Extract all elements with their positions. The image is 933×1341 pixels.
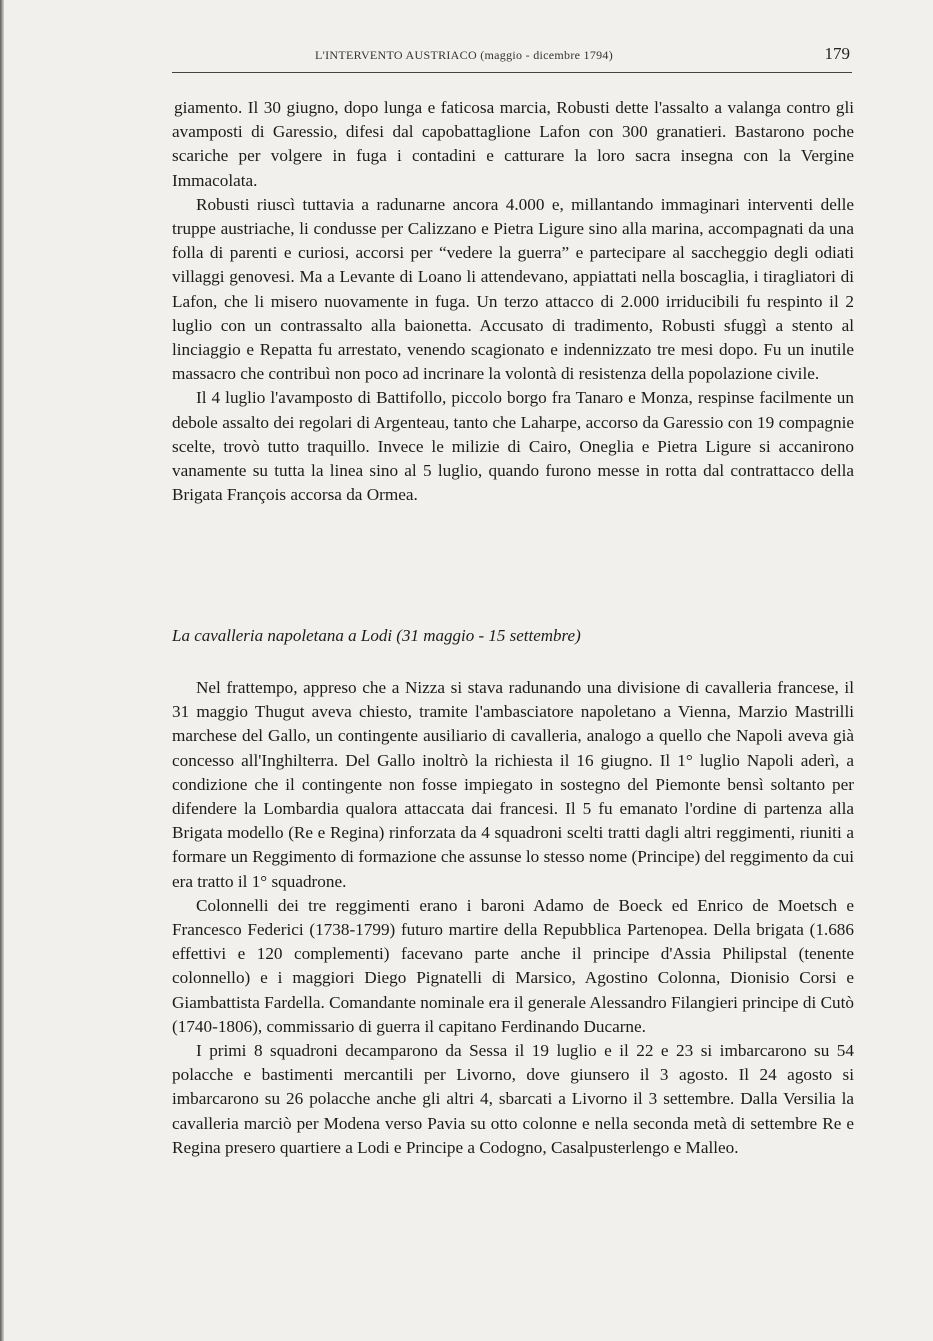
section-2-text [172, 676, 854, 1160]
page-edge [0, 0, 4, 1341]
page-header [172, 44, 852, 73]
section-1-text [172, 96, 854, 507]
running-title: L'INTERVENTO AUSTRIACO (maggio - dicembre 1794) [315, 48, 614, 62]
paragraph: Robusti riuscì tuttavia a radunarne ancora 4.000 e, millantando immaginari interventi delle truppe austriache, li condusse per Calizzano e Pietra Ligure sino alla marina, accompagnati da una folla di parenti e curiosi, accorsi per “vedere la guerra” e partecipare al saccheggio degli odiati villaggi genovesi. Ma a Levante di Loano li attendevano, appiattati nella boscaglia, i tiragliatori di Lafon, che li misero nuovamente in fuga. Un terzo attacco di 2.000 irriducibili fu respinto il 2 luglio con un contrassalto alla baionetta. Accusato di tradimento, Robusti sfuggì a stento al linciaggio e Repatta fu arrestato, venendo scagionato e indennizzato tre mesi dopo. Fu un inutile massacro che contribuì non poco ad incrinare la volontà di resistenza della popolazione civile. [172, 194, 854, 384]
section-heading: La cavalleria napoletana a Lodi (31 maggio - 15 settembre) [172, 626, 581, 645]
paragraph: Il 4 luglio l'avamposto di Battifollo, piccolo borgo fra Tanaro e Monza, respinse facilmente un debole assalto dei regolari di Argenteau, tanto che Laharpe, accorso da Garessio con 19 compagnie scelte, trovò tutto traquillo. Invece le milizie di Cairo, Oneglia e Pietra Ligure si accanirono vanamente su tutta la linea sino al 5 luglio, quando furono messe in rotta dal contrattacco della Brigata François accorsa da Ormea. [172, 388, 854, 505]
paragraph: I primi 8 squadroni decamparono da Sessa il 19 luglio e il 22 e 23 si imbarcarono su 54 polacche e bastimenti mercantili per Livorno, dove giunsero il 3 agosto. Il 24 agosto si imbarcarono su 26 polacche anche gli altri 4, sbarcati a Livorno il 3 settembre. Dalla Versilia la cavalleria marciò per Modena verso Pavia su otto colonne e nella seconda metà di settembre Re e Regina presero quartiere a Lodi e Principe a Codogno, Casalpusterlengo e Malleo. [172, 1041, 854, 1157]
page-number: 179 [824, 44, 850, 63]
paragraph: Nel frattempo, appreso che a Nizza si stava radunando una divisione di cavalleria francese, il 31 maggio Thugut aveva chiesto, tramite l'ambasciatore napoletano a Vienna, Marzio Mastrilli marchese del Gallo, un contingente ausiliario di cavalleria, analogo a quello che Napoli aveva già concesso all'Inghilterra. Del Gallo inoltrò la richiesta il 16 giugno. Il 1° luglio Napoli aderì, a condizione che il contingente non fosse impiegato in sostegno del Piemonte bensì soltanto per difendere la Lombardia qualora attaccata dai francesi. Il 5 fu emanato l'ordine di partenza alla Brigata modello (Re e Regina) rinforzata da 4 squadroni scelti tratti dagli altri reggimenti, riuniti a formare un Reggimento di formazione che assunse lo stesso nome (Principe) del reggimento da cui era tratto il 1° squadrone. [172, 678, 854, 891]
paragraph: Colonnelli dei tre reggimenti erano i baroni Adamo de Boeck ed Enrico de Moetsch e Francesco Federici (1738-1799) futuro martire della Repubblica Partenopea. Della brigata (1.686 effettivi e 120 complementi) facevano parte anche il principe d'Assia Philipstal (tenente colonnello) e i maggiori Diego Pignatelli di Marsico, Agostino Colonna, Dionisio Corsi e Giambattista Fardella. Comandante nominale era il generale Alessandro Filangieri principe di Cutò (1740-1806), commissario di guerra il capitano Ferdinando Ducarne. [172, 895, 854, 1036]
paragraph: giamento. Il 30 giugno, dopo lunga e faticosa marcia, Robusti dette l'assalto a valanga contro gli avamposti di Garessio, difesi dal capobattaglione Lafon con 300 granatieri. Bastarono poche scariche per volgere in fuga i contadini e catturare la loro sacra insegna con la Vergine Immacolata. [172, 98, 854, 190]
